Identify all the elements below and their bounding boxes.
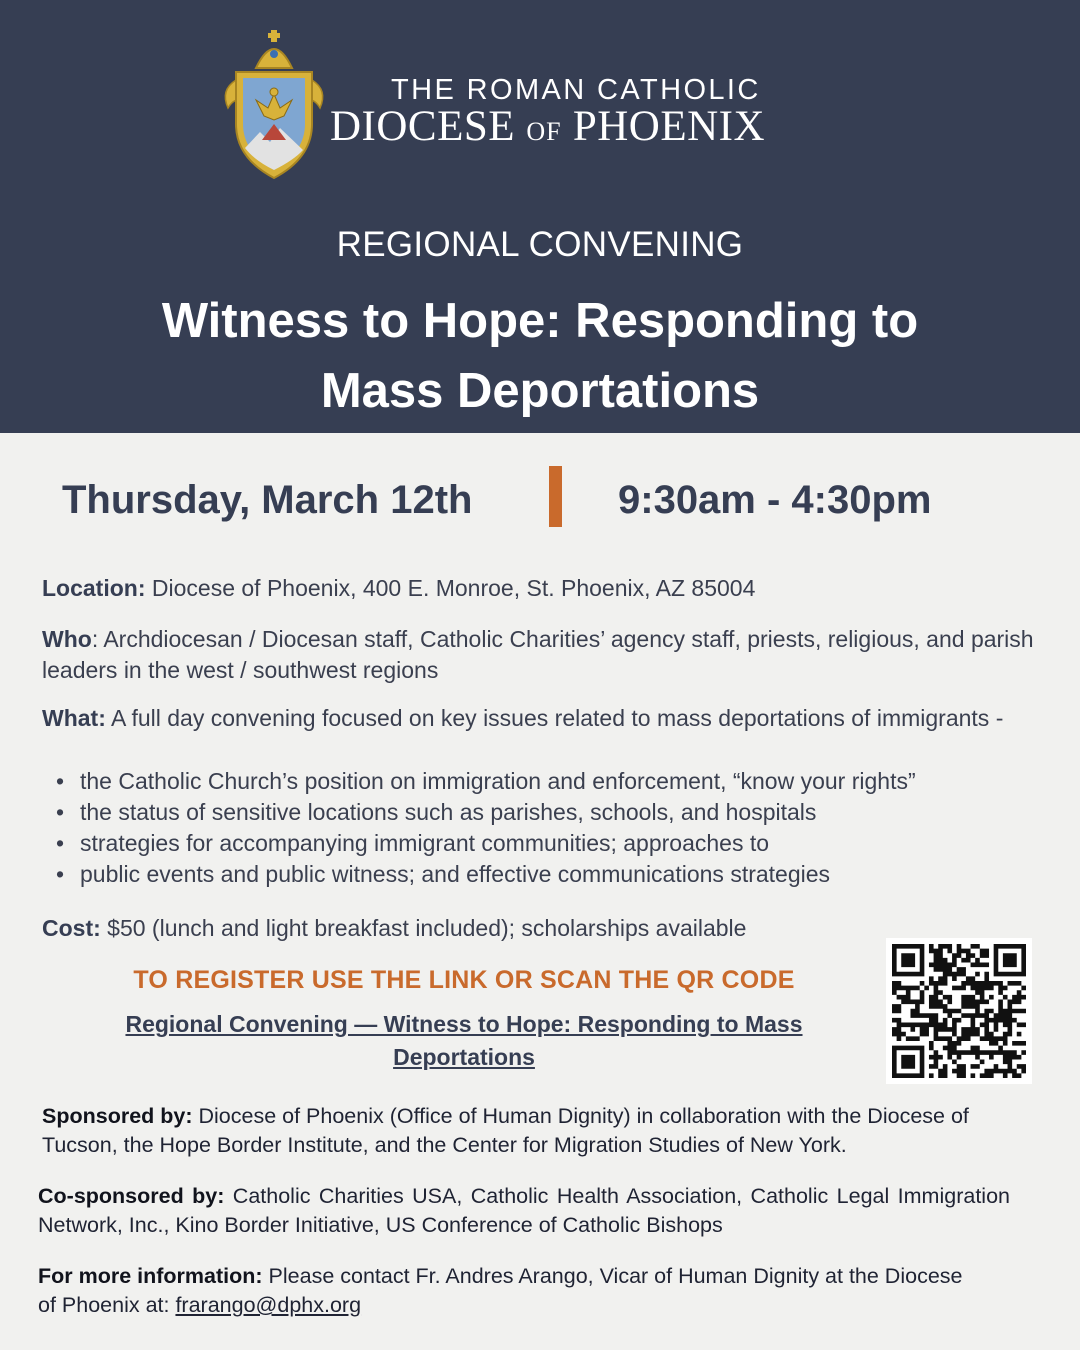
diocese-coat-of-arms-icon [218,28,330,180]
cost-text: $50 (lunch and light breakfast included); scholarships available [100,915,747,941]
info-text: Please contact Fr. Andres Arango, Vicar of Human Dignity at the Diocese of Phoenix at: [38,1264,963,1317]
org-name-diocese: DIOCESE [330,103,516,150]
cosponsored-paragraph [38,1182,1010,1240]
email-link[interactable]: frarango@dphx.org [175,1293,362,1317]
cosponsored-text: Catholic Charities USA, Catholic Health Association, Catholic Legal Immigration Network, Inc., Kino Border Initiative, US Conference of Catholic Bishops [38,1184,1010,1237]
what-paragraph [42,703,1038,734]
list-item: • strategies for accompanying immigrant communities; approaches to [56,828,1046,859]
who-label: Who [42,626,92,652]
what-text: A full day convening focused on key issues related to mass deportations of immigrants - [105,705,1004,731]
qr-code-graphic [892,944,1026,1078]
event-title [60,286,1020,426]
list-item: • the status of sensitive locations such as parishes, schools, and hospitals [56,797,1046,828]
event-title-line2: Mass Deportations [320,364,760,418]
who-text: : Archdiocesan / Diocesan staff, Catholic Charities’ agency staff, priests, religious, and parish leaders in the west / southwest regions [42,626,1034,683]
event-date: Thursday, March 12th [62,478,473,522]
cosponsored-label: Co-sponsored by: [38,1184,225,1208]
event-eyebrow: REGIONAL CONVENING [336,225,744,264]
qr-modules [892,944,1026,1078]
org-name-top: THE ROMAN CATHOLIC [391,74,761,106]
org-name-of: OF [526,117,562,146]
event-title-line1: Witness to Hope: Responding to [161,294,919,348]
date-time-divider [549,466,562,527]
location-paragraph [42,573,1038,604]
registration-link[interactable]: Regional Convening — Witness to Hope: Responding to Mass Deportations [125,1011,803,1070]
what-label: What: [42,705,106,731]
cost-label: Cost: [42,915,101,941]
location-label: Location: [42,575,146,601]
sponsored-label: Sponsored by: [42,1104,193,1128]
sponsored-paragraph [42,1102,1042,1160]
list-item: • the Catholic Church’s position on immigration and enforcement, “know your rights” [56,766,1046,797]
qr-code-icon[interactable] [886,938,1032,1084]
event-time: 9:30am - 4:30pm [618,478,932,522]
list-item: • public events and public witness; and effective communications strategies [56,859,1046,890]
what-list [56,766,1046,890]
info-paragraph [38,1262,978,1320]
sponsored-text: Diocese of Phoenix (Office of Human Dignity) in collaboration with the Diocese of Tucson, the Hope Border Institute, and the Center for Migration Studies of New York. [42,1104,969,1157]
org-name-phoenix: PHOENIX [572,103,766,150]
who-paragraph [42,624,1038,686]
header-banner [0,0,1080,433]
register-cta: TO REGISTER USE THE LINK OR SCAN THE QR CODE [133,966,795,994]
org-name-bottom [330,102,765,151]
location-text: Diocese of Phoenix, 400 E. Monroe, St. Phoenix, AZ 85004 [145,575,756,601]
info-label: For more information: [38,1264,263,1288]
